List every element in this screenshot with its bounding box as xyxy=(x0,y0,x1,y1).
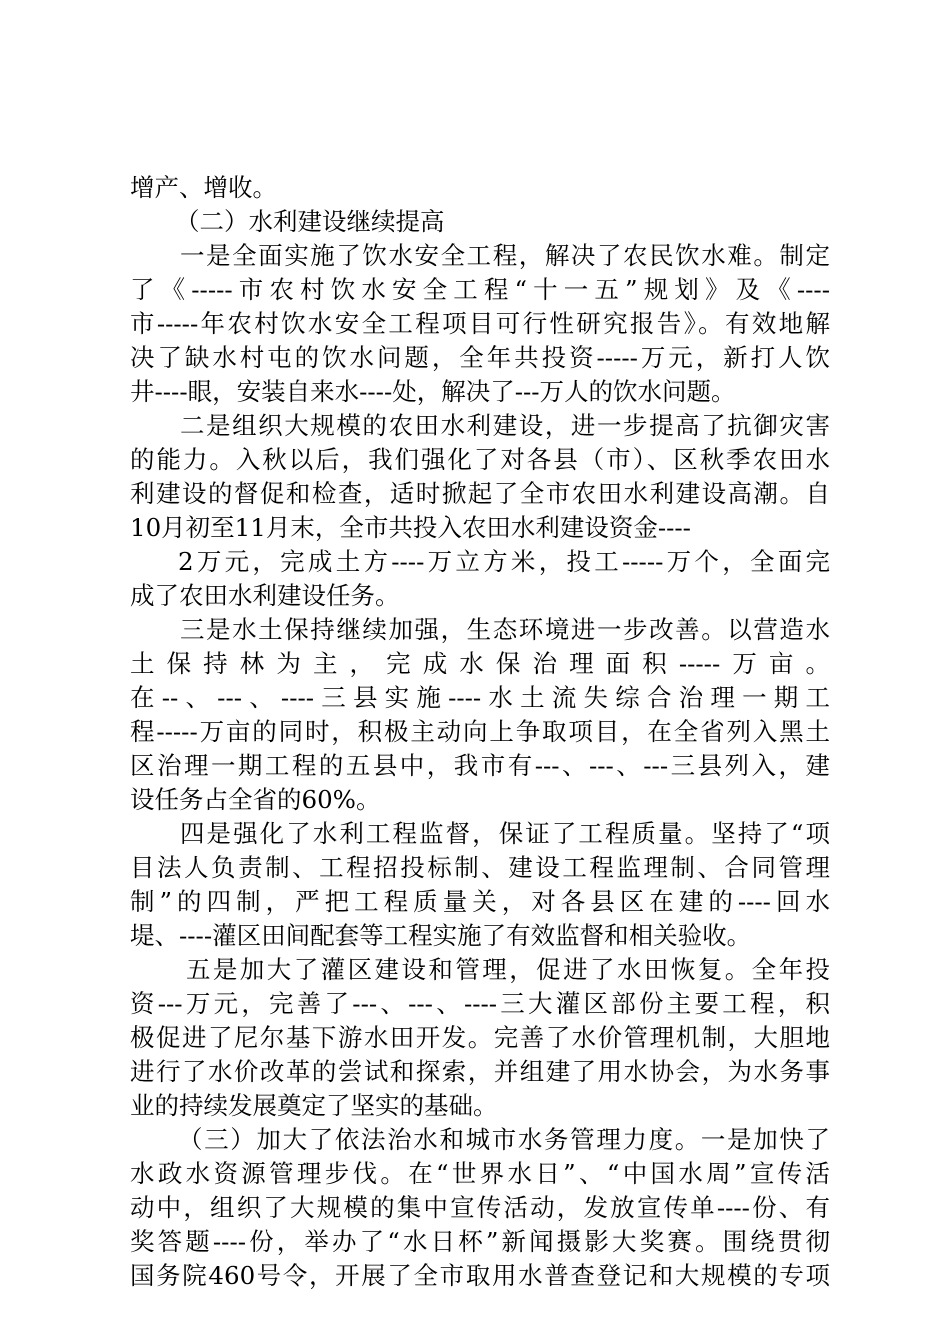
text-line-5: 市-----年农村饮水安全工程项目可行性研究报告》。有效地解 xyxy=(130,309,830,338)
text-line-13: 成了农田水利建设任务。 xyxy=(130,581,400,610)
text-line-6: 决了缺水村屯的饮水问题，全年共投资-----万元，新打人饮 xyxy=(130,343,830,372)
text-line-16: 在--、---、----三县实施----水土流失综合治理一期工 xyxy=(130,683,830,712)
text-line-20: 四是强化了水利工程监督，保证了工程质量。坚持了“项 xyxy=(180,819,830,848)
text-line-33: 国务院460号令，开展了全市取用水普查登记和大规模的专项 xyxy=(130,1261,830,1290)
text-line-10: 利建设的督促和检查，适时掀起了全市农田水利建设高潮。自 xyxy=(130,479,830,508)
section-heading-2: （二）水利建设继续提高 xyxy=(175,207,445,236)
text-line-25: 资---万元，完善了---、---、----三大灌区部份主要工程，积 xyxy=(130,989,830,1018)
text-line-9: 的能力。入秋以后，我们强化了对各县（市）、区秋季农田水 xyxy=(130,445,830,474)
text-line-22: 制”的四制，严把工程质量关，对各县区在建的----回水 xyxy=(130,887,830,916)
text-line-17: 程-----万亩的同时，积极主动向上争取项目，在全省列入黑土 xyxy=(130,717,830,746)
text-line-11: 10月初至11月末，全市共投入农田水利建设资金---- xyxy=(130,513,691,542)
text-line-28: 业的持续发展奠定了坚实的基础。 xyxy=(130,1091,498,1120)
text-line-18: 区治理一期工程的五县中，我市有---、---、---三县列入，建 xyxy=(130,751,830,780)
text-line-15: 土保持林为主，完成水保治理面积-----万亩。 xyxy=(130,649,830,678)
text-line-7: 井----眼，安装自来水----处，解决了---万人的饮水问题。 xyxy=(130,377,736,406)
text-line-12: 2万元，完成土方----万立方米，投工-----万个，全面完 xyxy=(178,547,830,576)
text-line-3: 一是全面实施了饮水安全工程，解决了农民饮水难。制定 xyxy=(180,241,830,270)
text-line-26: 极促进了尼尔基下游水田开发。完善了水价管理机制，大胆地 xyxy=(130,1023,830,1052)
text-line-8: 二是组织大规模的农田水利建设，进一步提高了抗御灾害 xyxy=(180,411,830,440)
text-line-19: 设任务占全省的60%。 xyxy=(130,785,381,814)
text-line-4: 了《-----市农村饮水安全工程“十一五”规划》及《---- xyxy=(130,275,830,304)
text-line-30: 水政水资源管理步伐。在“世界水日”、“中国水周”宣传活 xyxy=(130,1159,830,1188)
text-line-31: 动中，组织了大规模的集中宣传活动，发放宣传单----份、有 xyxy=(130,1193,830,1222)
text-line-23: 堤、----灌区田间配套等工程实施了有效监督和相关验收。 xyxy=(130,921,752,950)
text-line-21: 目法人负责制、工程招投标制、建设工程监理制、合同管理 xyxy=(130,853,830,882)
text-line-14: 三是水土保持继续加强，生态环境进一步改善。以营造水 xyxy=(180,615,830,644)
text-line-24: 五是加大了灌区建设和管理，促进了水田恢复。全年投 xyxy=(186,955,830,984)
text-line-1: 增产、增收。 xyxy=(130,173,277,202)
text-line-32: 奖答题----份，举办了“水日杯”新闻摄影大奖赛。围绕贯彻 xyxy=(130,1227,830,1256)
text-line-27: 进行了水价改革的尝试和探索，并组建了用水协会，为水务事 xyxy=(130,1057,830,1086)
section-heading-29: （三）加大了依法治水和城市水务管理力度。一是加快了 xyxy=(178,1125,830,1154)
